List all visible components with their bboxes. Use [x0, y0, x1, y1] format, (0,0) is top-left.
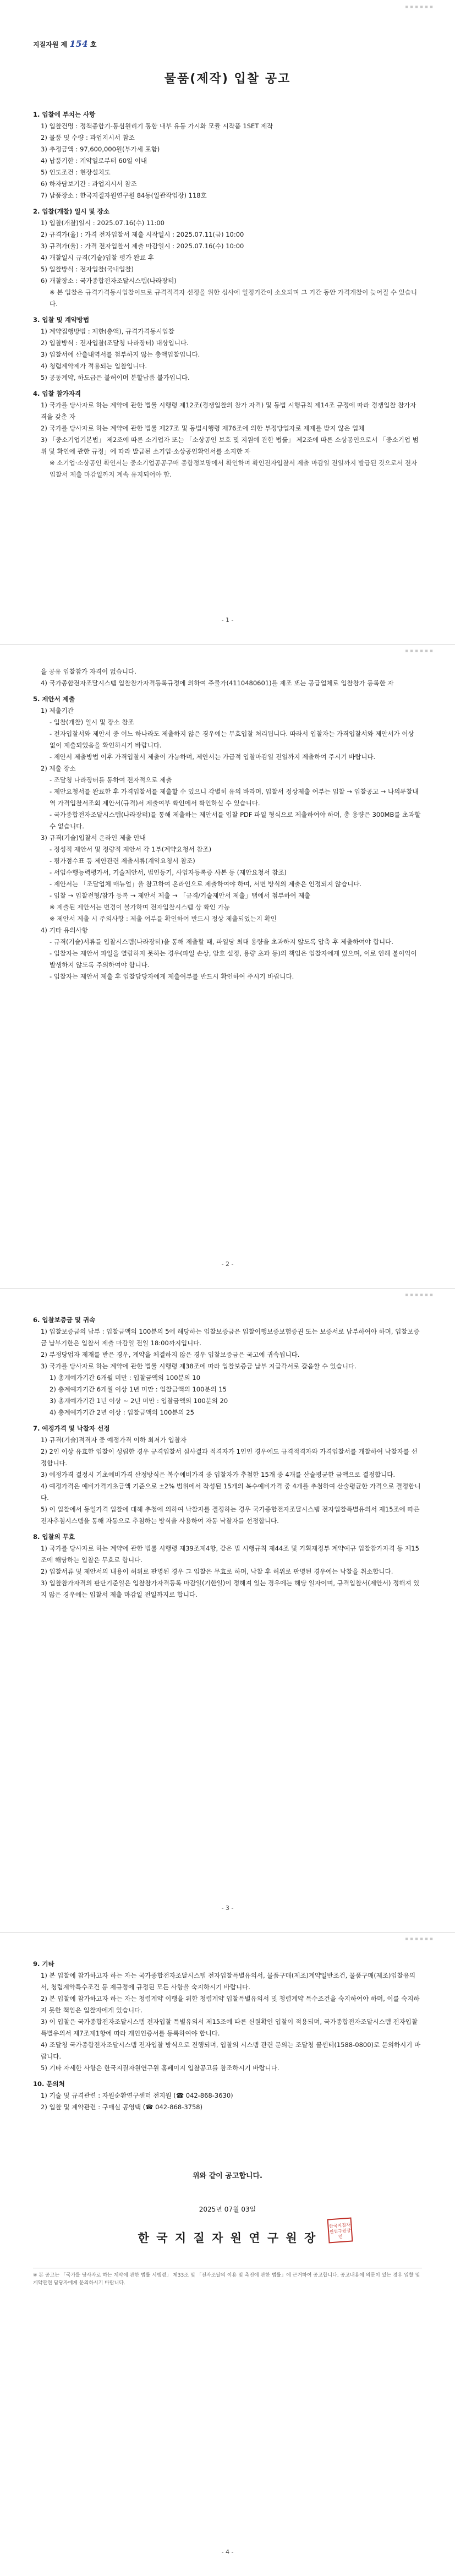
list-item: 1) 제출기간 [41, 707, 74, 714]
list-item: - 정성적 제안서 및 정량적 제안서 각 1부(계약요청서 참조) [50, 845, 212, 853]
list-item: 1) 입찰(개찰)일시 : 2025.07.16(수) 11:00 [41, 219, 165, 227]
list-item: 5) 입찰방식 : 전자입찰(국내입찰) [41, 265, 134, 273]
notice-date: 2025년 07월 03일 [199, 2206, 256, 2213]
page-number: - 2 - [221, 1260, 234, 1268]
doc-no-value: 154 [69, 39, 88, 49]
section-heading: 2. 입찰(개찰) 일시 및 장소 [33, 208, 109, 215]
list-item: - 국가종합전자조달시스템(나라장터)를 통해 제출하는 제안서를 입찰 PDF 파일 형식으로 제출하여야 하며, 총 용량은 300MB를 초과할 수 없습니다. [50, 811, 421, 830]
doc-no-suffix: 호 [90, 41, 97, 48]
list-item: 2) 국가를 당사자로 하는 계약에 관한 법률 제27조 및 동법시행령 제76조에 의한 부정당업자로 제재를 받지 않은 업체 [41, 424, 365, 432]
list-item: 2) 2인 이상 유효한 입찰이 성립한 경우 규격입찰서 심사결과 적격자가 1인인 경우에도 규격적격자와 가격입찰서를 개찰하여 낙찰자를 선정합니다. [41, 1448, 418, 1467]
document-number [33, 39, 97, 49]
section-6-8 [33, 1310, 422, 1601]
list-item: 3) 추정금액 : 97,600,000원(부가세 포함) [41, 145, 160, 153]
official-seal: 한국지질자원연구원장인 [327, 2218, 353, 2244]
list-item: 1) 기술 및 규격관련 : 자원순환연구센터 전지원 (☎ 042-868-3630) [41, 2092, 233, 2099]
list-item: - 제안요청서를 완료한 후 가격입찰서를 제출할 수 있으니 각별히 유의 바라며, 입찰서 정상제출 여부는 입찰 → 입찰공고 → 나의투찰내역 가격입찰서조회 제안서(규격)서 제출여부 확인에서 확인하실 수 있습니다. [50, 788, 419, 807]
page-number: - 1 - [221, 616, 234, 624]
continued-text: 을 공유 입찰참가 자격이 없습니다. [41, 668, 136, 675]
watermark-stamp: ▪ ▪ ▪ ▪ ▪ ▪ [405, 648, 433, 654]
page-number: - 4 - [221, 2548, 234, 2556]
list-item: - 평가점수표 등 제안관련 제출서류(계약요청서 참조) [50, 857, 195, 865]
section-heading: 7. 예정가격 및 낙찰자 선정 [33, 1425, 110, 1432]
list-item: - 서입수행능력평가서, 기술제안서, 법인등기, 사업자등록증 사본 등 (제안요청서 참조) [50, 869, 287, 876]
list-item: 1) 국가를 당사자로 하는 계약에 관한 법률 시행령 제12조(경쟁입찰의 참가 자격) 및 동법 시행규칙 제14조 규정에 따라 경쟁입찰 참가자격을 갖춘 자 [41, 401, 416, 421]
page-3 [0, 1288, 455, 1932]
list-item: - 규격(기술)서류를 입찰시스템(나라장터)을 통해 제출할 때, 파일당 최대 용량을 초과하지 않도록 압축 후 제출하여야 합니다. [50, 938, 393, 946]
list-item: 1) 본 입찰에 참가하고자 하는 자는 국가종합전자조달시스템 전자입찰특별유의서, 물품구매(제조)계약일반조건, 물품구매(제조)입찰유의서, 청렴계약특수조건 등 제규정에 규정된 모든 사항을 숙지하시기 바랍니다. [41, 1972, 415, 1991]
list-item: 4) 기타 유의사항 [41, 926, 88, 934]
note: ※ 본 입찰은 규격가격동시입찰이므로 규격적격자 선정을 위한 심사에 일정기간이 소요되며 그 기간 동안 가격개찰이 늦어질 수 있습니다. [50, 288, 418, 308]
page-2 [0, 644, 455, 1288]
list-item: 5) 기타 자세한 사항은 한국지질자원연구원 홈페이지 입찰공고를 참조하시기 바랍니다. [41, 2064, 279, 2072]
section-heading: 5. 제안서 제출 [33, 695, 75, 703]
list-item: 7) 납품장소 : 한국지질자원연구원 84동(일관작업장) 118호 [41, 192, 207, 199]
section-heading: 1. 입찰에 부치는 사항 [33, 111, 96, 118]
list-item: 4) 국가종합전자조달시스템 입찰참가자격등록규정에 의하여 주물가(4110480601)를 제조 또는 공급업체로 입찰참가 등록한 자 [41, 679, 394, 687]
page-title: 물품(제작) 입찰 공고 [164, 72, 291, 86]
page-1 [0, 0, 455, 644]
list-item: 3) 예정가격 결정시 기초예비가격 산정방식은 복수예비가격 중 입찰자가 추첨한 15개 중 4개를 산술평균한 금액으로 결정합니다. [41, 1471, 396, 1478]
list-item: - 입찰 → 입찰전형/참가 등록 → 제안서 제출 → 「규격/기술제안서 제출」탭에서 첨부하여 제출 [50, 892, 311, 899]
list-item: 1) 입찰건명 : 정책종합기-통심원리기 통합 내부 유동 가시화 모듈 시작품 1SET 제작 [41, 122, 273, 130]
list-item: 2) 규격가(율) : 가격 전자입찰서 제출 시작일시 : 2025.07.11(금) 10:00 [41, 231, 244, 238]
list-item: 5) 공동계약, 하도급은 불허이며 분할납품 불가입니다. [41, 374, 190, 381]
list-item: 2) 본 입찰에 참가하고자 하는 자는 청렴계약 이행을 위한 청렴계약 입찰특별유의서 및 청렴계약 특수조건을 숙지하여야 하며, 이를 숙지하지 못한 책임은 입찰자에게 있습니다. [41, 1995, 420, 2014]
watermark-stamp: ▪ ▪ ▪ ▪ ▪ ▪ [405, 1292, 433, 1298]
list-item: 2) 입찰 및 계약관련 : 구매실 공영택 (☎ 042-868-3758) [41, 2103, 203, 2111]
list-item: 1) 총계예가기간 6개월 미만 : 입찰금액의 100분의 10 [50, 1374, 201, 1382]
list-item: 2) 물품 및 수량 : 과업지시서 참조 [41, 134, 135, 141]
section-heading: 8. 입찰의 무효 [33, 1533, 75, 1541]
page-4 [0, 1932, 455, 2576]
list-item: 1) 계약집행방법 : 제한(총액), 규격가격동시입찰 [41, 328, 174, 335]
list-item: 4) 총계예가기간 2년 이상 : 입찰금액의 100분의 25 [50, 1409, 194, 1416]
section-heading: 4. 입찰 참가자격 [33, 390, 81, 397]
page-number: - 3 - [221, 1904, 234, 1912]
list-item: 2) 제출 장소 [41, 765, 76, 772]
list-item: 6) 하자담보기간 : 과업지시서 참조 [41, 180, 137, 188]
note: ※ 제출된 제안서는 변경이 불가하며 전자입찰시스템 상 확인 가능 [50, 903, 230, 911]
watermark-stamp: ▪ ▪ ▪ ▪ ▪ ▪ [405, 4, 433, 10]
list-item: 3) 입찰서에 산출내역서를 첨부하지 않는 총액입찰입니다. [41, 351, 200, 358]
list-item: - 조달청 나라장터를 통하여 전자적으로 제출 [50, 776, 172, 784]
list-item: 3) 이 입찰은 국가종합전자조달시스템 전자입찰 특별유의서 제15조에 따른 신원확인 입찰이 적용되며, 국가종합전자조달시스템 전자입찰특별유의서 제7조제1항에 따라 개인인증서를 등록하여야 합니다. [41, 2018, 418, 2037]
list-item: 2) 부정당업자 제재를 받은 경우, 계약을 체결하지 않은 경우 입찰보증금은 국고에 귀속됩니다. [41, 1351, 300, 1358]
note: ※ 소기업·소상공인 확인서는 중소기업공공구매 종합정보망에서 확인하며 확인전자입찰서 제출 마감일 전일까지 발급된 것으로서 전자입찰서 제출 마감일까지 계속 유지되어야 함. [50, 459, 418, 478]
list-item: - 입찰(개찰) 일시 및 장소 참조 [50, 718, 134, 726]
list-item: 2) 입찰서류 및 제안서의 내용이 허위로 판명된 경우 그 입찰은 무효로 하며, 낙찰 후 허위로 판명된 경우에는 낙찰을 취소합니다. [41, 1568, 393, 1575]
list-item: 2) 총계예가기간 6개월 이상 1년 미만 : 입찰금액의 100분의 15 [50, 1385, 227, 1393]
list-item: 3) 「중소기업기본법」 제2조에 따른 소기업자 또는 「소상공인 보호 및 지원에 관한 법률」 제2조에 따른 소상공인으로서 「중소기업 범위 및 확인에 관한 규정」에 따라 발급된 소기업·소상공인확인서를 소지한 자 [41, 436, 419, 455]
section-1 [33, 105, 422, 481]
list-item: 1) 규격(기술)적격자 중 예정가격 이하 최저가 입찰자 [41, 1436, 187, 1444]
section-heading: 9. 기타 [33, 1960, 54, 1968]
closing-statement: 위와 같이 공고합니다. [192, 2172, 262, 2180]
list-item: 4) 청렴계약제가 적용되는 입찰입니다. [41, 362, 147, 370]
list-item: 6) 개찰장소 : 국가종합전자조달시스템(나라장터) [41, 277, 177, 285]
list-item: 2) 입찰방식 : 전자입찰(조달청 나라장터) 대상입니다. [41, 339, 189, 347]
list-item: 3) 국가를 당사자로 하는 계약에 관한 법률 시행령 제38조에 따라 입찰보증금 납부 지급각서로 갈음할 수 있습니다. [41, 1362, 357, 1370]
list-item: 5) 이 입찰에서 동일가격 입찰에 대해 추첨에 의하여 낙찰자를 결정하는 경우 국가종합전자조달시스템 전자입찰특별유의서 제15조에 따른 전자추첨시스템을 통해 자동으로 추첨하는 방식을 사용하여 자동 낙찰자를 선정합니다. [41, 1505, 420, 1525]
footnote: ※ 본 공고는 「국가를 당사자로 하는 계약에 관한 법률 시행령」 제33조 및 「전자조달의 이용 및 촉진에 관한 법률」에 근거하여 공고합니다. 공고내용에 의문이 있는 경우 입찰 및 계약관련 담당자에게 문의하시기 바랍니다. [33, 2268, 422, 2287]
list-item: - 제안서는 「조달업체 매뉴얼」을 참고하여 온라인으로 제출하여야 하며, 서면 방식의 제출은 인정되지 않습니다. [50, 880, 362, 888]
section-heading: 10. 문의처 [33, 2080, 65, 2088]
list-item: 5) 인도조건 : 현장설치도 [41, 168, 111, 176]
list-item: 4) 납품기한 : 계약일로부터 60일 이내 [41, 157, 147, 165]
list-item: - 입찰자는 제안서 파일을 열람하지 못하는 경우(파일 손상, 암호 설정, 용량 초과 등)의 책임은 입찰자에게 있으며, 이로 인해 불이익이 발생하지 않도록 주의하여야 합니다. [50, 949, 417, 969]
section-heading: 6. 입찰보증금 및 귀속 [33, 1316, 96, 1324]
list-item: - 입찰자는 제안서 제출 후 입찰담당자에게 제출여부를 반드시 확인하여 주시기 바랍니다. [50, 973, 294, 980]
list-item: 4) 개찰일시 규격(기술)입찰 평가 완료 후 [41, 254, 154, 261]
list-item: 3) 규격(기술)입찰서 온라인 제출 안내 [41, 834, 146, 842]
section-9-10 [33, 1954, 422, 2113]
list-item: 1) 국가를 당사자로 하는 계약에 관한 법률 시행령 제39조제4항, 같은 법 시행규칙 제44조 및 기획재정부 계약예규 입찰참가자격 등 제15조에 해당하는 입찰은 무효로 합니다. [41, 1544, 419, 1564]
doc-no-label: 지질자원 제 [33, 41, 68, 48]
list-item: 3) 규격가(율) : 가격 전자입찰서 제출 마감일시 : 2025.07.16(수) 10:00 [41, 242, 244, 250]
list-item: 1) 입찰보증금의 납부 : 입찰금액의 100분의 5에 해당하는 입찰보증금은 입찰이행보증보험증권 또는 보증서로 납부하여야 하며, 입찰보증금 납부기한은 입찰서 제출 마감일 전일 18:00까지입니다. [41, 1328, 420, 1347]
issuer-name: 한 국 지 질 자 원 연 구 원 장 [138, 2231, 317, 2245]
list-item: 3) 입찰참가자격의 판단기준일은 입찰참가자격등록 마감일(기한일)이 정해져 있는 경우에는 해당 일자이며, 규격입찰서(제안서) 정해져 있지 않은 경우에는 입찰서 제출 마감일 전일까지로 합니다. [41, 1579, 420, 1598]
list-item: - 전자입찰서와 제안서 중 어느 하나라도 제출하지 않은 경우에는 무효입찰 처리됩니다. 따라서 입찰자는 가격입찰서와 제안서가 이상 없이 제출되었음을 확인하시기 바랍니다. [50, 730, 414, 749]
section-heading: 3. 입찰 및 계약방법 [33, 316, 90, 324]
list-item: 4) 예정가격은 예비가격기초금액 기준으로 ±2% 범위에서 작성된 15개의 복수예비가격 중 4개를 추첨하여 산술평균한 가격으로 결정합니다. [41, 1482, 421, 1502]
list-item: 3) 총계예가기간 1년 이상 ~ 2년 미만 : 입찰금액의 100분의 20 [50, 1397, 228, 1405]
note: ※ 제안서 제출 시 주의사항 : 제출 여부를 확인하여 반드시 정상 제출되었는지 확인 [50, 915, 277, 923]
list-item: 4) 조달청 국가종합전자조달시스템 전자입찰 방식으로 진행되며, 입찰의 시스템 관련 문의는 조달청 콜센터(1588-0800)로 문의하시기 바랍니다. [41, 2041, 421, 2060]
section-5 [33, 666, 422, 983]
list-item: - 제안서 제출방법 이후 가격입찰서 제출이 가능하며, 제안서는 가급적 입찰마감일 전일까지 제출하여 주시기 바랍니다. [50, 753, 376, 761]
watermark-stamp: ▪ ▪ ▪ ▪ ▪ ▪ [405, 1936, 433, 1942]
